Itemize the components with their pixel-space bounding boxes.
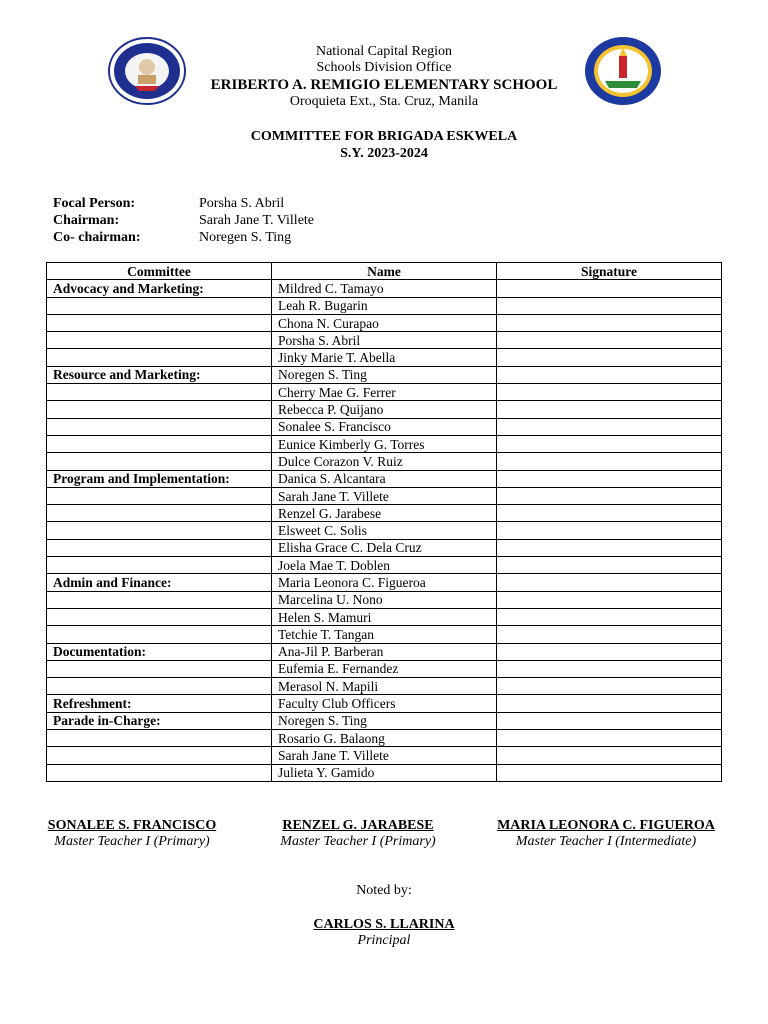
member-name-cell: Noregen S. Ting xyxy=(272,366,497,383)
committee-cell xyxy=(47,487,272,504)
committee-cell: Documentation: xyxy=(47,643,272,660)
table-row xyxy=(47,678,722,695)
signature-cell[interactable] xyxy=(497,730,722,747)
member-name-cell: Jinky Marie T. Abella xyxy=(272,349,497,366)
officer-role: Chairman: xyxy=(53,213,120,228)
committee-cell: Refreshment: xyxy=(47,695,272,712)
signature-cell[interactable] xyxy=(497,314,722,331)
member-name-cell: Porsha S. Abril xyxy=(272,332,497,349)
member-name-cell: Eunice Kimberly G. Torres xyxy=(272,435,497,452)
signature-cell[interactable] xyxy=(497,626,722,643)
column-header-signature: Signature xyxy=(497,263,722,280)
officer-name: Porsha S. Abril xyxy=(199,196,285,211)
committee-cell xyxy=(47,626,272,643)
table-row xyxy=(47,349,722,366)
member-name-cell: Tetchie T. Tangan xyxy=(272,626,497,643)
signature-cell[interactable] xyxy=(497,712,722,729)
table-row xyxy=(47,280,722,297)
member-name-cell: Faculty Club Officers xyxy=(272,695,497,712)
member-name-cell: Maria Leonora C. Figueroa xyxy=(272,574,497,591)
member-name-cell: Julieta Y. Gamido xyxy=(272,764,497,781)
signature-cell[interactable] xyxy=(497,349,722,366)
table-row xyxy=(47,764,722,781)
signature-cell[interactable] xyxy=(497,332,722,349)
member-name-cell: Chona N. Curapao xyxy=(272,314,497,331)
member-name-cell: Sarah Jane T. Villete xyxy=(272,487,497,504)
table-row xyxy=(47,332,722,349)
committee-cell: Program and Implementation: xyxy=(47,470,272,487)
signature-cell[interactable] xyxy=(497,453,722,470)
table-row xyxy=(47,695,722,712)
signature-cell[interactable] xyxy=(497,384,722,401)
signature-cell[interactable] xyxy=(497,522,722,539)
officer-role: Co- chairman: xyxy=(53,230,141,245)
signatory-role: Master Teacher I (Primary) xyxy=(280,834,436,849)
signature-cell[interactable] xyxy=(497,401,722,418)
table-row xyxy=(47,608,722,625)
letterhead xyxy=(0,44,768,110)
committee-cell: Admin and Finance: xyxy=(47,574,272,591)
signatory-role: Master Teacher I (Primary) xyxy=(54,834,210,849)
signature-cell[interactable] xyxy=(497,608,722,625)
table-row xyxy=(47,574,722,591)
committee-cell xyxy=(47,332,272,349)
officer-row xyxy=(53,195,314,212)
officer-role: Focal Person: xyxy=(53,196,136,211)
signature-cell[interactable] xyxy=(497,539,722,556)
member-name-cell: Marcelina U. Nono xyxy=(272,591,497,608)
table-row xyxy=(47,505,722,522)
officer-row xyxy=(53,212,314,229)
committee-table xyxy=(46,262,722,782)
signature-cell[interactable] xyxy=(497,574,722,591)
signature-cell[interactable] xyxy=(497,660,722,677)
member-name-cell: Elisha Grace C. Dela Cruz xyxy=(272,539,497,556)
officers-list xyxy=(53,195,314,246)
noted-by-label: Noted by: xyxy=(356,883,412,898)
member-name-cell: Helen S. Mamuri xyxy=(272,608,497,625)
signature-cell[interactable] xyxy=(497,435,722,452)
member-name-cell: Renzel G. Jarabese xyxy=(272,505,497,522)
table-row xyxy=(47,435,722,452)
signatory-block xyxy=(488,818,724,850)
committee-cell xyxy=(47,730,272,747)
committee-cell xyxy=(47,608,272,625)
signatory-name: MARIA LEONORA C. FIGUEROA xyxy=(497,818,715,833)
member-name-cell: Mildred C. Tamayo xyxy=(272,280,497,297)
table-row xyxy=(47,557,722,574)
table-row xyxy=(47,401,722,418)
member-name-cell: Noregen S. Ting xyxy=(272,712,497,729)
committee-cell xyxy=(47,384,272,401)
region-text: National Capital Region xyxy=(315,44,453,59)
table-row xyxy=(47,453,722,470)
member-name-cell: Merasol N. Mapili xyxy=(272,678,497,695)
table-row xyxy=(47,418,722,435)
table-row xyxy=(47,643,722,660)
signature-cell[interactable] xyxy=(497,366,722,383)
table-row xyxy=(47,747,722,764)
member-name-cell: Eufemia E. Fernandez xyxy=(272,660,497,677)
school-name: ERIBERTO A. REMIGIO ELEMENTARY SCHOOL xyxy=(210,77,558,93)
table-row xyxy=(47,626,722,643)
column-header-name: Name xyxy=(272,263,497,280)
table-row xyxy=(47,470,722,487)
committee-cell xyxy=(47,522,272,539)
member-name-cell: Sarah Jane T. Villete xyxy=(272,747,497,764)
committee-cell: Advocacy and Marketing: xyxy=(47,280,272,297)
school-address: Oroquieta Ext., Sta. Cruz, Manila xyxy=(289,94,479,109)
signature-cell[interactable] xyxy=(497,678,722,695)
table-row xyxy=(47,660,722,677)
member-name-cell: Sonalee S. Francisco xyxy=(272,418,497,435)
committee-cell: Parade in-Charge: xyxy=(47,712,272,729)
signatory-name: RENZEL G. JARABESE xyxy=(282,818,434,833)
committee-cell: Resource and Marketing: xyxy=(47,366,272,383)
table-row xyxy=(47,539,722,556)
signature-cell[interactable] xyxy=(497,747,722,764)
approver-block xyxy=(234,917,534,949)
signature-cell[interactable] xyxy=(497,505,722,522)
approver-name: CARLOS S. LLARINA xyxy=(313,917,455,932)
committee-cell xyxy=(47,557,272,574)
table-row xyxy=(47,591,722,608)
table-row xyxy=(47,487,722,504)
committee-cell xyxy=(47,314,272,331)
member-name-cell: Leah R. Bugarin xyxy=(272,297,497,314)
member-name-cell: Dulce Corazon V. Ruiz xyxy=(272,453,497,470)
signature-cell[interactable] xyxy=(497,591,722,608)
document-title: COMMITTEE FOR BRIGADA ESKWELA xyxy=(250,129,518,144)
member-name-cell: Cherry Mae G. Ferrer xyxy=(272,384,497,401)
signatory-name: SONALEE S. FRANCISCO xyxy=(47,818,217,833)
signature-cell[interactable] xyxy=(497,297,722,314)
signature-cell[interactable] xyxy=(497,418,722,435)
school-year: S.Y. 2023-2024 xyxy=(340,146,428,161)
officer-row xyxy=(53,229,314,246)
signature-cell[interactable] xyxy=(497,487,722,504)
committee-cell xyxy=(47,505,272,522)
table-row xyxy=(47,314,722,331)
officer-name: Sarah Jane T. Villete xyxy=(199,213,315,228)
table-row xyxy=(47,522,722,539)
signatory-block xyxy=(262,818,454,850)
committee-cell xyxy=(47,435,272,452)
committee-cell xyxy=(47,297,272,314)
table-row xyxy=(47,297,722,314)
committee-cell xyxy=(47,401,272,418)
signature-cell[interactable] xyxy=(497,764,722,781)
committee-cell xyxy=(47,591,272,608)
committee-cell xyxy=(47,747,272,764)
member-name-cell: Danica S. Alcantara xyxy=(272,470,497,487)
signature-cell[interactable] xyxy=(497,557,722,574)
table-row xyxy=(47,712,722,729)
approver-role: Principal xyxy=(357,933,411,948)
member-name-cell: Joela Mae T. Doblen xyxy=(272,557,497,574)
column-header-committee: Committee xyxy=(47,263,272,280)
officer-name: Noregen S. Ting xyxy=(199,230,292,245)
member-name-cell: Ana-Jil P. Barberan xyxy=(272,643,497,660)
table-row xyxy=(47,366,722,383)
committee-cell xyxy=(47,453,272,470)
committee-cell xyxy=(47,764,272,781)
signature-cell[interactable] xyxy=(497,470,722,487)
table-row xyxy=(47,384,722,401)
signatory-role: Master Teacher I (Intermediate) xyxy=(515,834,697,849)
committee-cell xyxy=(47,418,272,435)
table-row xyxy=(47,730,722,747)
committee-cell xyxy=(47,678,272,695)
signatory-block xyxy=(36,818,228,850)
signature-cell[interactable] xyxy=(497,280,722,297)
table-header-row xyxy=(47,263,722,280)
member-name-cell: Elsweet C. Solis xyxy=(272,522,497,539)
signature-cell[interactable] xyxy=(497,643,722,660)
committee-cell xyxy=(47,349,272,366)
committee-cell xyxy=(47,660,272,677)
member-name-cell: Rebecca P. Quijano xyxy=(272,401,497,418)
member-name-cell: Rosario G. Balaong xyxy=(272,730,497,747)
committee-cell xyxy=(47,539,272,556)
division-text: Schools Division Office xyxy=(316,60,452,75)
signature-cell[interactable] xyxy=(497,695,722,712)
